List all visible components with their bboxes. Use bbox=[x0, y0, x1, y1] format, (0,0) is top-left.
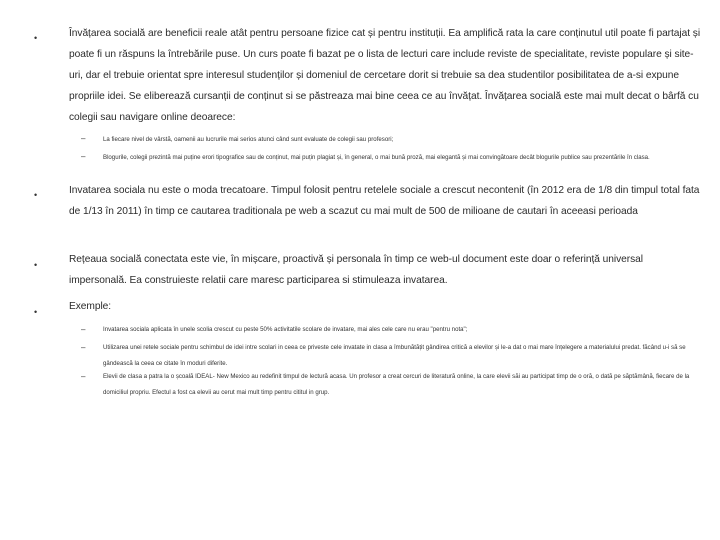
sub-bullet-marker: – bbox=[81, 343, 86, 352]
sub-bullet-marker: – bbox=[81, 372, 86, 381]
sub-bullet-text-critical-thinking: Utilizarea unei retele sociale pentru schimbul de idei intre scolari in ceea ce priveste cele invatate in clasa a îmbunătățit gândirea critică a elevilor și le-a dat o mai mare înțelegere a materialului predat. făcând u-i să se gândească la ceea ce citate în moduri diferite. bbox=[103, 344, 686, 367]
sub-bullet-text-peer-evaluation: La fiecare nivel de vârstă, oamenii au lucrurile mai serios atunci când sunt evaluate de colegii sau profesori; bbox=[103, 136, 394, 143]
bullet-text-not-a-fad: Invatarea sociala nu este o moda trecatoare. Timpul folosit pentru retelele sociale a crescut necontenit (în 2012 era de 1/8 din timpul total fata de 1/13 în 2011) în timp ce cautarea traditionala pe web a scazut cu mai mult de 500 de milioane de cautari în aceeasi perioada bbox=[69, 185, 700, 217]
sub-bullet-text-online-reading-circles: Elevii de clasa a patra la o școală IDEAL- New Mexico au redefinit timpul de lectură acasa. Un profesor a creat cercuri de literatură online, la care elevii săi au participat timp de o oră, o dată pe săptămână, fiecare de la domiciliul propriu. Efectul a fost ca elevii au cerut mai mult timp pentru cititul in grup. bbox=[103, 373, 690, 396]
bullet-text-social-learning-benefits: Învățarea socială are beneficii reale atât pentru persoane fizice cat și pentru instituții. Ea amplifică rata la care conținutul util poate fi partajat și poate fi un răspuns la întrebările puse. Un curs poate fi bazat pe o lista de lecturi care include reviste de specialitate, reviste populare și site-uri, dar el trebuie orientat spre interesul studenților și domeniul de cercetare dorit si trebuie sa dea studentilor posibilitatea de a-si expune propriile idei. Se eliberează cursanții de conținut si se păstreaza mai bine ceea ce au învățat. Învățarea socială este mai mult decat o bârfă cu colegii sau navigare online deoarece: bbox=[69, 28, 701, 123]
bullet-text-examples: Exemple: bbox=[69, 301, 112, 312]
bullet-marker: • bbox=[34, 33, 38, 43]
bullet-marker: • bbox=[34, 260, 38, 270]
sub-bullet-marker: – bbox=[81, 134, 86, 143]
sub-bullet-text-school-activity: Invatarea sociala aplicata în unele scolia crescut cu peste 50% activitatile scolare de invatare, mai ales cele care nu erau "pentru nota"; bbox=[103, 326, 468, 333]
bullet-marker: • bbox=[34, 190, 38, 200]
sub-bullet-marker: – bbox=[81, 152, 86, 161]
bullet-marker: • bbox=[34, 307, 38, 317]
sub-bullet-text-blog-quality: Blogurile, colegii prezintă mai puține erori tipografice sau de conținut, mai puțin plagiat și, în general, o mai bună proză, mai elegantă și mai convingătoare decât blogurile publice sau prezentările în clasa. bbox=[103, 154, 650, 161]
bullet-text-social-network-alive: Rețeaua socială conectata este vie, în mișcare, proactivă și personala în timp ce web-ul document este doar o referință universal impersonală. Ea construieste relatii care maresc participarea si stimuleaza invatarea. bbox=[69, 254, 643, 286]
sub-bullet-marker: – bbox=[81, 325, 86, 334]
